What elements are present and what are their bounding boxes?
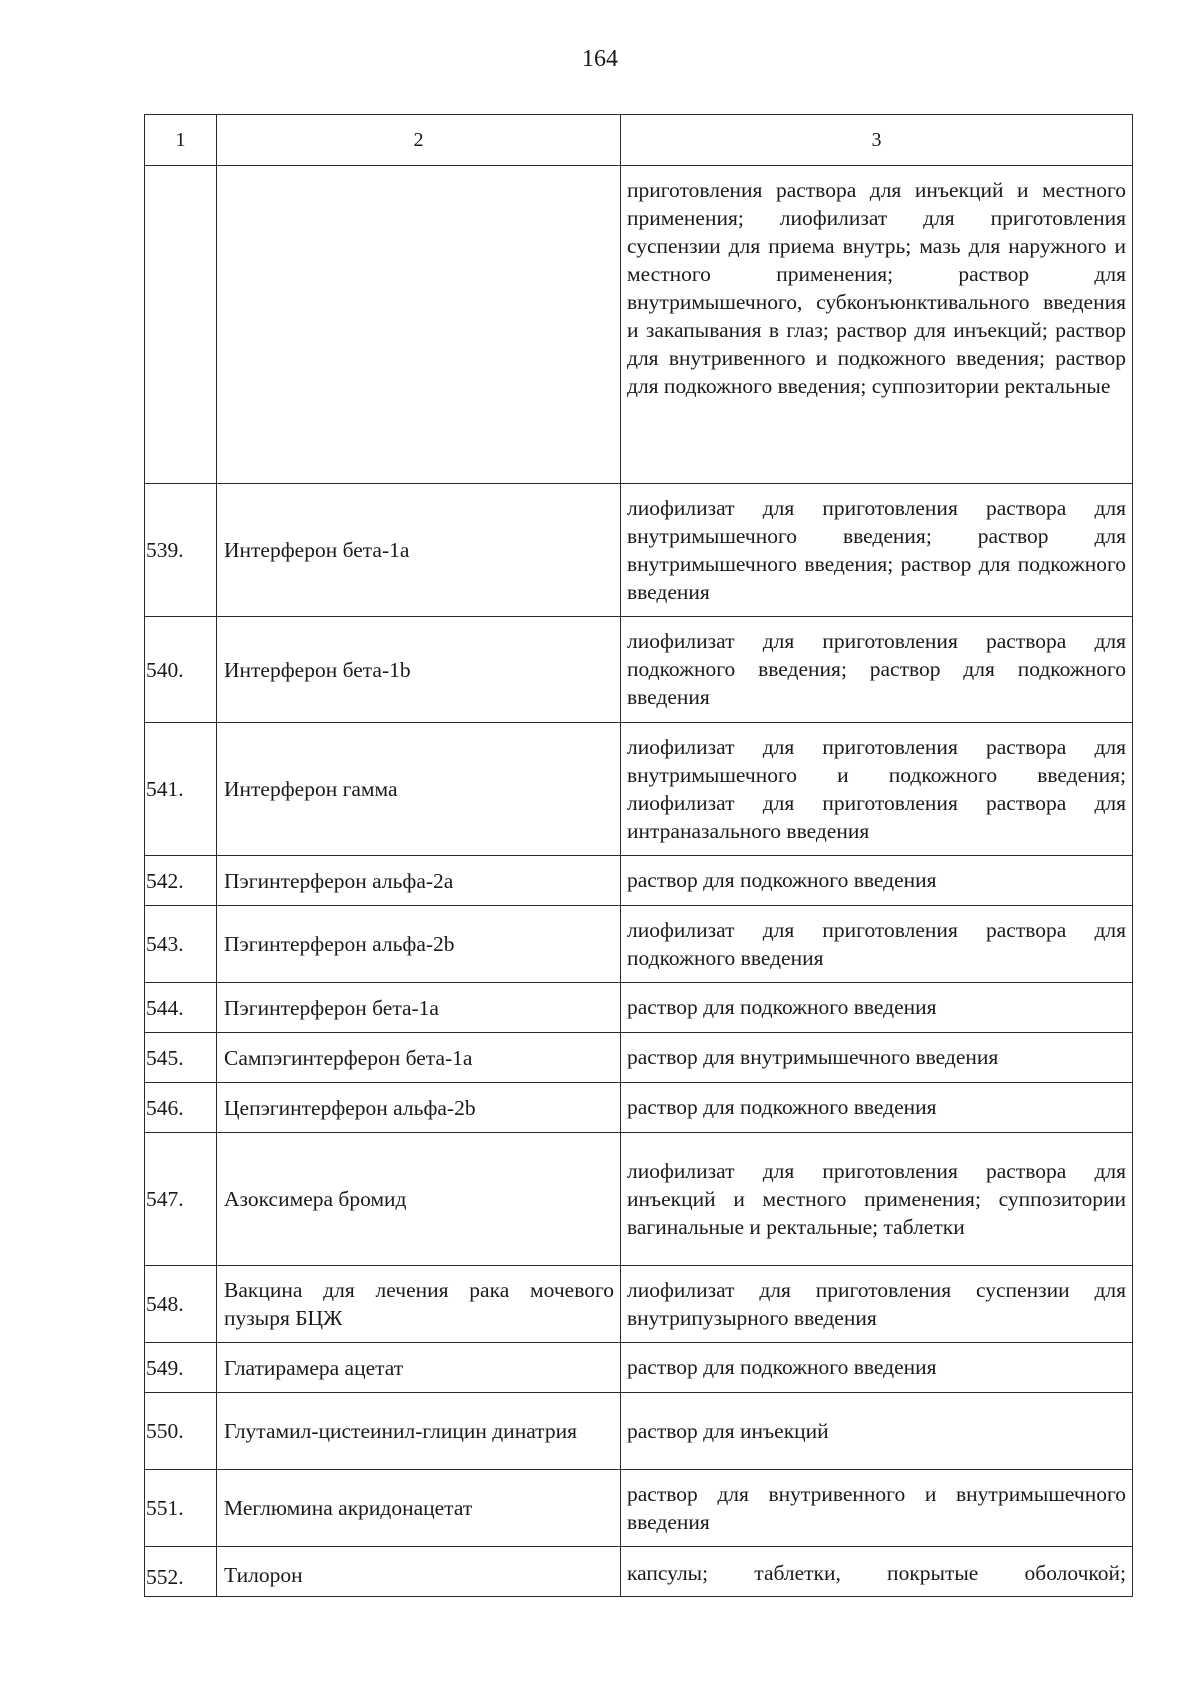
table-row: [145, 1343, 1133, 1393]
drug-name: Глутамил-цистеинил-глицин динатрия: [217, 1393, 621, 1470]
row-number: 548.: [145, 1266, 217, 1343]
dosage-form: лиофилизат для приготовления раствора для инъекций и местного применения; суппозитории вагинальные и ректальные; таблетки: [621, 1133, 1133, 1266]
row-number: 550.: [145, 1393, 217, 1470]
drug-name: Пэгинтерферон альфа-2b: [217, 906, 621, 983]
row-number: 545.: [145, 1033, 217, 1083]
row-number: 547.: [145, 1133, 217, 1266]
drug-name: Пэгинтерферон альфа-2a: [217, 856, 621, 906]
table-row: [145, 723, 1133, 856]
row-number: 540.: [145, 617, 217, 723]
drug-name: Интерферон бета-1a: [217, 484, 621, 617]
drug-name: Интерферон бета-1b: [217, 617, 621, 723]
drug-name: Пэгинтерферон бета-1a: [217, 983, 621, 1033]
drug-name: [217, 166, 621, 484]
table-row: [145, 1393, 1133, 1470]
drug-name: Меглюмина акридонацетат: [217, 1470, 621, 1547]
row-number: 549.: [145, 1343, 217, 1393]
table-row: [145, 617, 1133, 723]
dosage-form: капсулы; таблетки, покрытые оболочкой;: [621, 1547, 1133, 1597]
dosage-form: раствор для подкожного введения: [621, 983, 1133, 1033]
drug-name: Глатирамера ацетат: [217, 1343, 621, 1393]
row-number: 546.: [145, 1083, 217, 1133]
drug-name: Цепэгинтерферон альфа-2b: [217, 1083, 621, 1133]
dosage-form: раствор для подкожного введения: [621, 856, 1133, 906]
table-row: [145, 1266, 1133, 1343]
table-row: [145, 1470, 1133, 1547]
drug-name: Интерферон гамма: [217, 723, 621, 856]
dosage-form: лиофилизат для приготовления раствора для подкожного введения; раствор для подкожного введения: [621, 617, 1133, 723]
page-number: 164: [582, 46, 618, 72]
dosage-form: приготовления раствора для инъекций и местного применения; лиофилизат для приготовления суспензии для приема внутрь; мазь для наружного и местного применения; раствор для внутримышечного, субконъюнктивального введения и закапывания в глаз; раствор для инъекций; раствор для внутривенного и подкожного введения; раствор для подкожного введения; суппозитории ректальные: [621, 166, 1133, 484]
dosage-form: лиофилизат для приготовления раствора для подкожного введения: [621, 906, 1133, 983]
row-number: 542.: [145, 856, 217, 906]
table-row: [145, 1133, 1133, 1266]
row-number: [145, 166, 217, 484]
drug-name: Вакцина для лечения рака мочевого пузыря БЦЖ: [217, 1266, 621, 1343]
table-row-continuation: [145, 166, 1133, 484]
dosage-form: лиофилизат для приготовления раствора для внутримышечного введения; раствор для внутримышечного введения; раствор для подкожного введения: [621, 484, 1133, 617]
table-row: [145, 906, 1133, 983]
header-cell-2: 2: [217, 115, 621, 166]
table-row: [145, 1547, 1133, 1597]
dosage-form: лиофилизат для приготовления раствора для внутримышечного и подкожного введения; лиофилизат для приготовления раствора для интраназального введения: [621, 723, 1133, 856]
table-row: [145, 856, 1133, 906]
dosage-form: раствор для внутримышечного введения: [621, 1033, 1133, 1083]
table-row: [145, 1033, 1133, 1083]
row-number: 552.: [145, 1547, 217, 1597]
header-cell-1: 1: [145, 115, 217, 166]
table-row: [145, 983, 1133, 1033]
drug-name: Тилорон: [217, 1547, 621, 1597]
header-cell-3: 3: [621, 115, 1133, 166]
row-number: 551.: [145, 1470, 217, 1547]
dosage-form: раствор для инъекций: [621, 1393, 1133, 1470]
drug-name: Азоксимера бромид: [217, 1133, 621, 1266]
row-number: 539.: [145, 484, 217, 617]
dosage-form: лиофилизат для приготовления суспензии для внутрипузырного введения: [621, 1266, 1133, 1343]
table-header-row: [145, 115, 1133, 166]
dosage-form: раствор для внутривенного и внутримышечного введения: [621, 1470, 1133, 1547]
row-number: 544.: [145, 983, 217, 1033]
table-row: [145, 484, 1133, 617]
row-number: 541.: [145, 723, 217, 856]
dosage-form: раствор для подкожного введения: [621, 1083, 1133, 1133]
table-row: [145, 1083, 1133, 1133]
dosage-form: раствор для подкожного введения: [621, 1343, 1133, 1393]
row-number: 543.: [145, 906, 217, 983]
drug-table: [144, 114, 1133, 1597]
drug-name: Сампэгинтерферон бета-1a: [217, 1033, 621, 1083]
